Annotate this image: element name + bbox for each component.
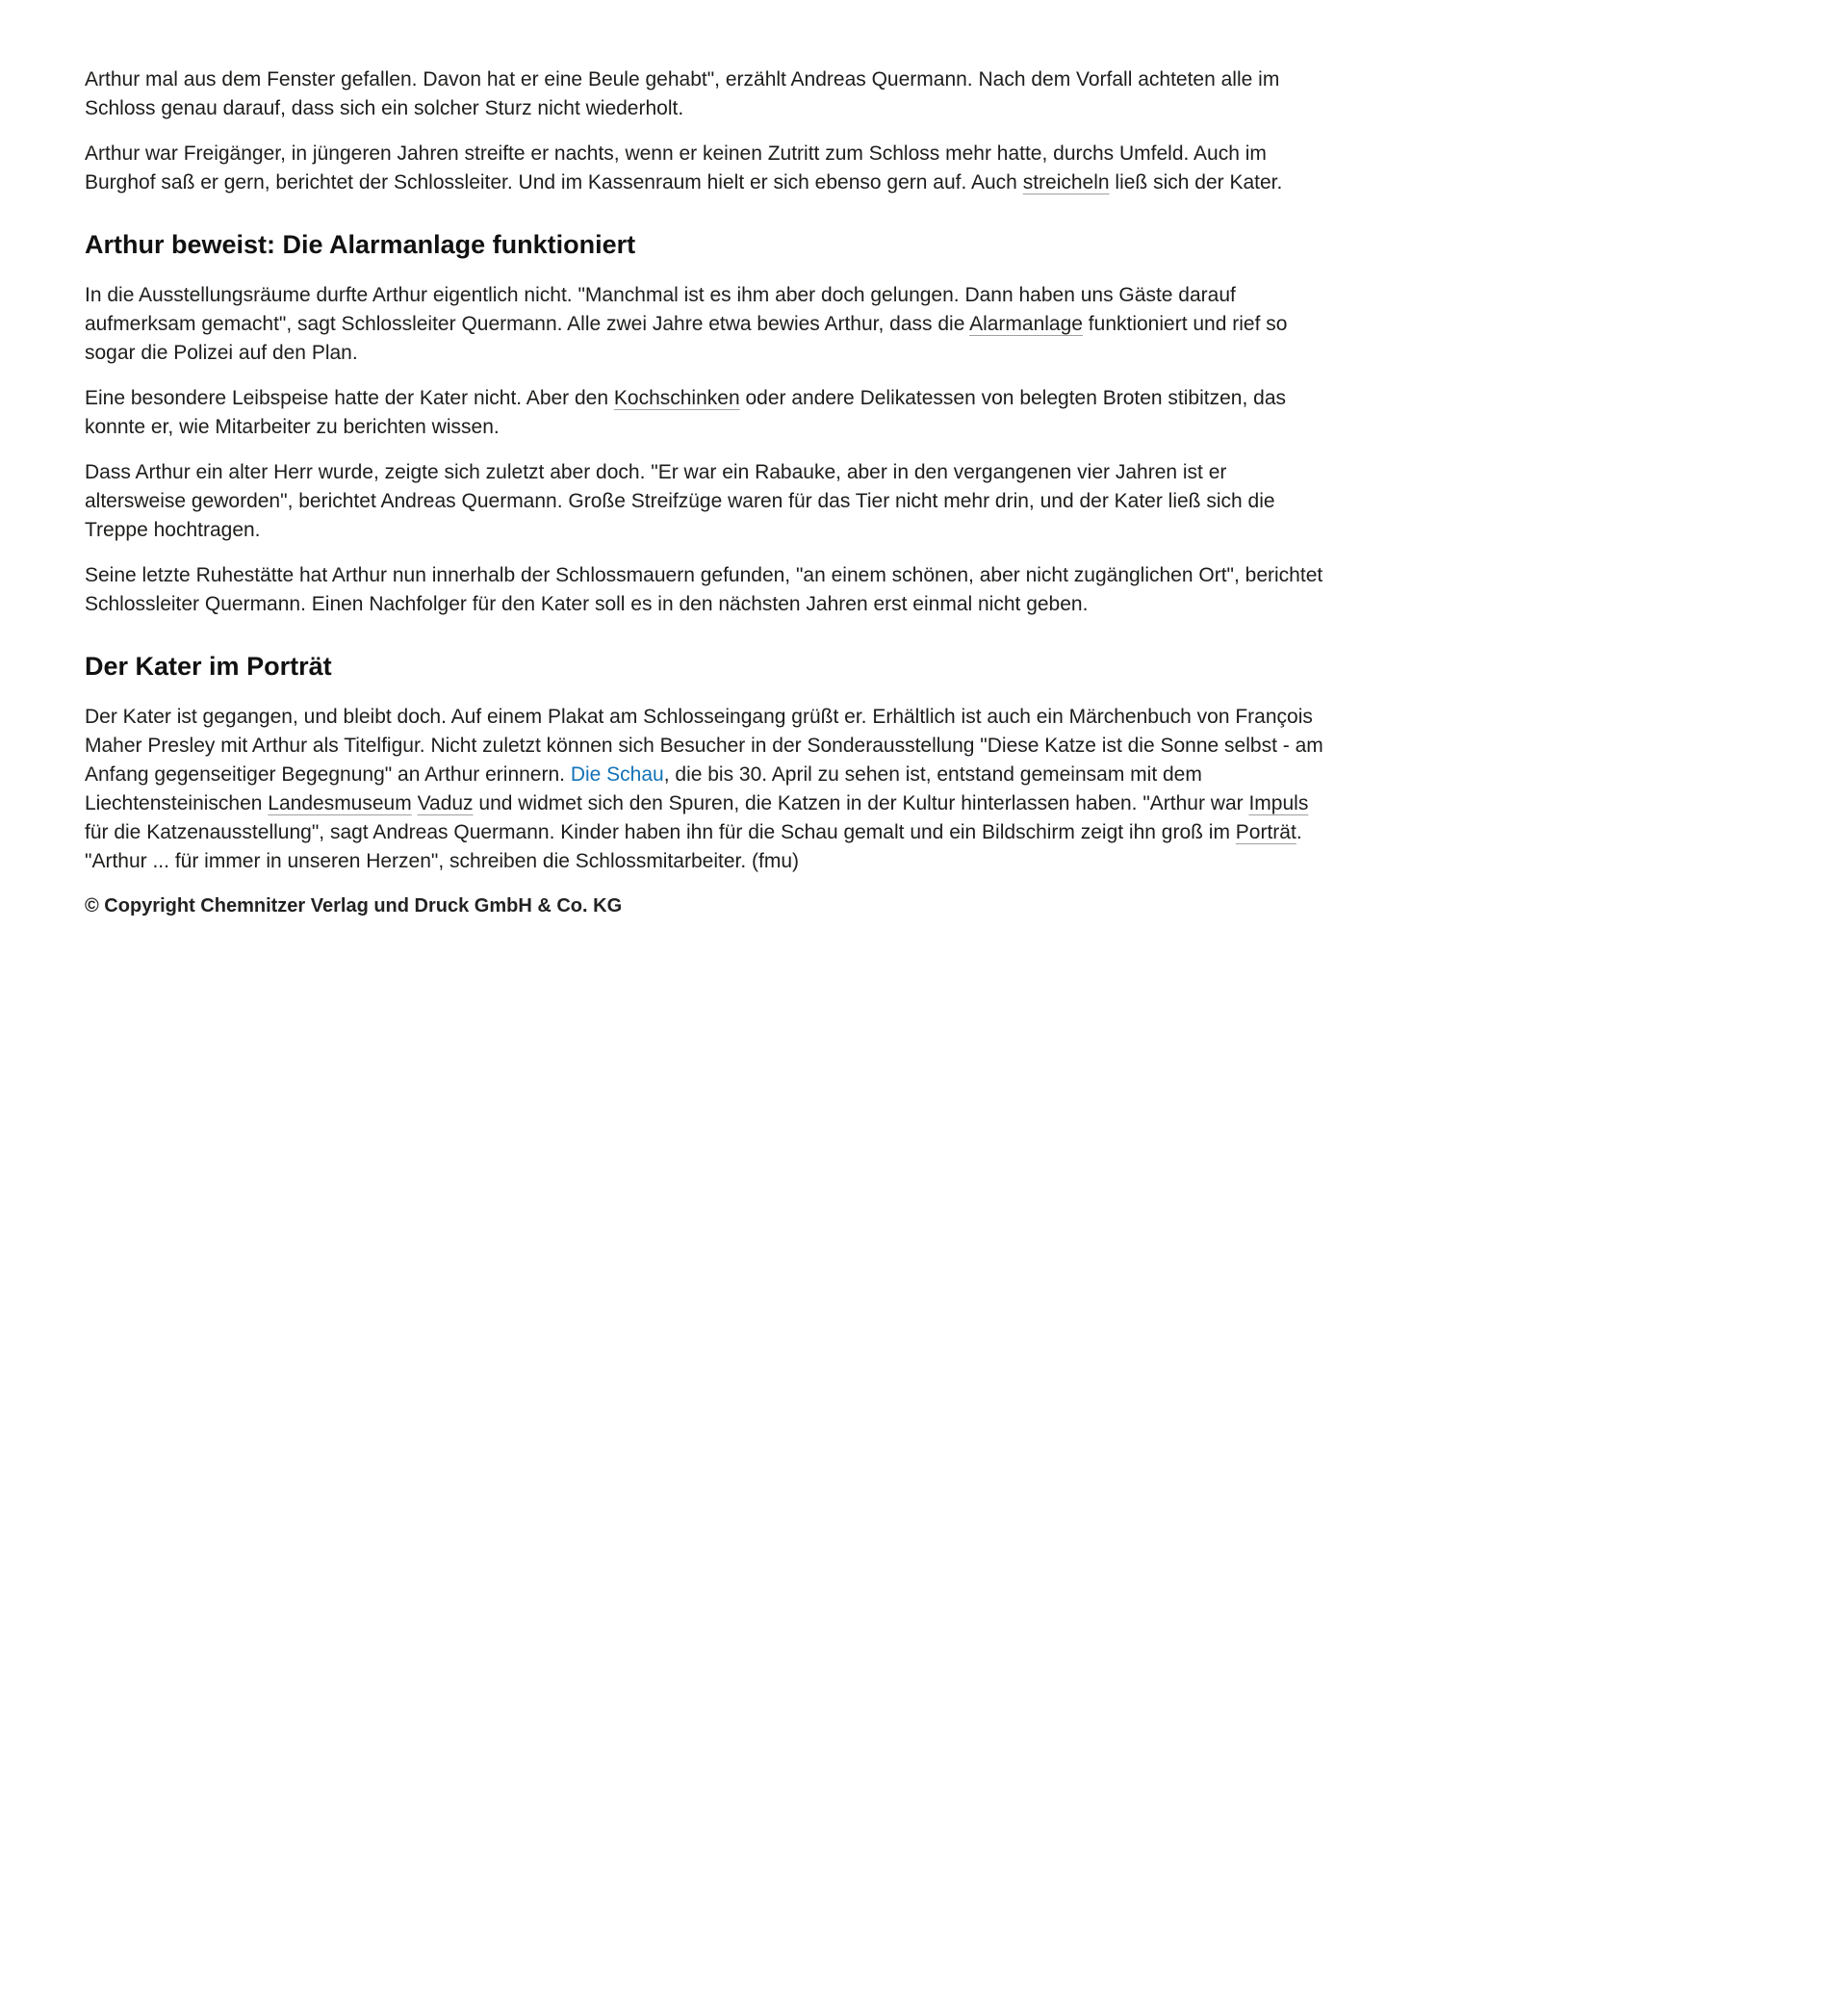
die-schau-link[interactable]: Die Schau (570, 763, 664, 786)
section-heading-alarmanlage: Arthur beweist: Die Alarmanlage funktioniert (85, 230, 636, 259)
term-impuls[interactable]: Impuls (1248, 792, 1309, 814)
term-streicheln[interactable]: streicheln (1022, 171, 1110, 194)
article-page (0, 0, 1848, 919)
term-landesmuseum[interactable]: Landesmuseum (268, 792, 412, 814)
article-paragraph: Dass Arthur ein alter Herr wurde, zeigte sich zuletzt aber doch. "Er war ein Rabauke, aber in den vergangenen vier Jahren ist er altersweise geworden", berichtet Andreas Quermann. Große Streifzüge waren für das Tier nicht mehr drin, und der Kater ließ sich die Treppe hochtragen. (85, 461, 1275, 541)
article-paragraph: Eine besondere Leibspeise hatte der Kater nicht. Aber den Kochschinken oder andere Delikatessen von belegten Broten stibitzen, das konnte er, wie Mitarbeiter zu berichten wissen. (85, 387, 1286, 438)
term-vaduz[interactable]: Vaduz (417, 792, 474, 814)
term-kochschinken[interactable]: Kochschinken (613, 387, 740, 409)
term-alarmanlage[interactable]: Alarmanlage (969, 313, 1083, 335)
article-paragraph: Seine letzte Ruhestätte hat Arthur nun innerhalb der Schlossmauern gefunden, "an einem schönen, aber nicht zugänglichen Ort", berichtet Schlossleiter Quermann. Einen Nachfolger für den Kater soll es in den nächsten Jahren erst einmal nicht geben. (85, 564, 1323, 615)
copyright-notice: © Copyright Chemnitzer Verlag und Druck GmbH & Co. KG (85, 895, 623, 917)
article-body (85, 0, 1328, 919)
section-heading-portraet: Der Kater im Porträt (85, 652, 332, 681)
article-paragraph: Der Kater ist gegangen, und bleibt doch. Auf einem Plakat am Schlosseingang grüßt er. Erhältlich ist auch ein Märchenbuch von François Maher Presley mit Arthur als Titelfigur. Nicht zuletzt können sich Besucher in der Sonderausstellung "Diese Katze ist die Sonne selbst - am Anfang gegenseitiger Begegnung" an Arthur erinnern. Die Schau, die bis 30. April zu sehen ist, entstand gemeinsam mit dem Liechtensteinischen Landesmuseum Vaduz und widmet sich den Spuren, die Katzen in der Kultur hinterlassen haben. "Arthur war Impuls für die Katzenausstellung", sagt Andreas Quermann. Kinder haben ihn für die Schau gemalt und ein Bildschirm zeigt ihn groß im Porträt. "Arthur ... für immer in unseren Herzen", schreiben die Schlossmitarbeiter. (fmu) (85, 706, 1323, 872)
article-paragraph: In die Ausstellungsräume durfte Arthur eigentlich nicht. "Manchmal ist es ihm aber doch gelungen. Dann haben uns Gäste darauf aufmerksam gemacht", sagt Schlossleiter Quermann. Alle zwei Jahre etwa bewies Arthur, dass die Alarmanlage funktioniert und rief so sogar die Polizei auf den Plan. (85, 284, 1288, 364)
article-paragraph: Arthur mal aus dem Fenster gefallen. Davon hat er eine Beule gehabt", erzählt Andreas Quermann. Nach dem Vorfall achteten alle im Schloss genau darauf, dass sich ein solcher Sturz nicht wiederholt. (85, 68, 1280, 119)
article-paragraph: Arthur war Freigänger, in jüngeren Jahren streifte er nachts, wenn er keinen Zutritt zum Schloss mehr hatte, durchs Umfeld. Auch im Burghof saß er gern, berichtet der Schlossleiter. Und im Kassenraum hielt er sich ebenso gern auf. Auch streicheln ließ sich der Kater. (85, 142, 1283, 194)
term-portraet[interactable]: Porträt (1235, 821, 1296, 843)
